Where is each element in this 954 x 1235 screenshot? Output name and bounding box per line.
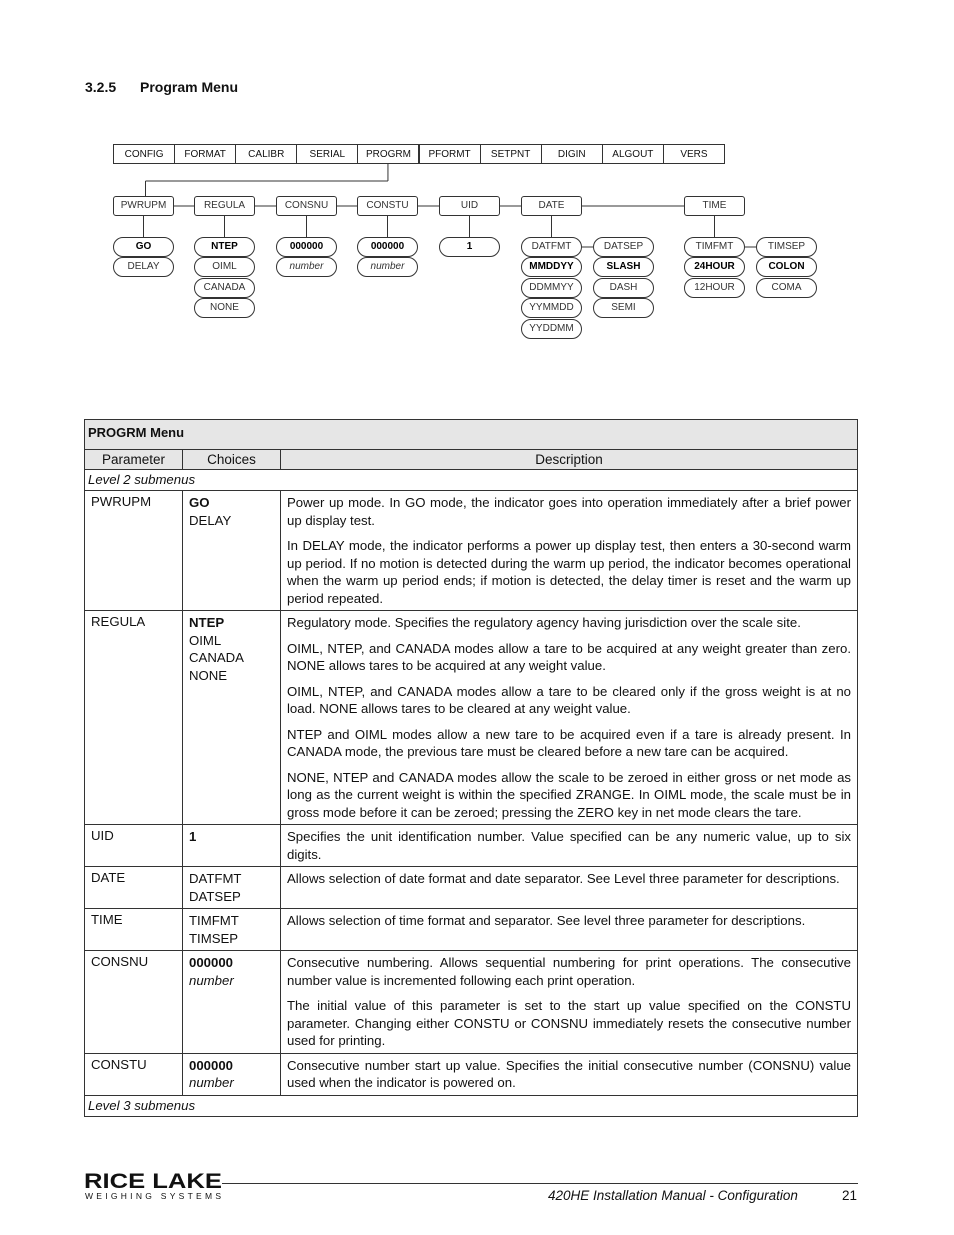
submenu-uid: UID bbox=[439, 196, 500, 216]
param-cell: PWRUPM bbox=[85, 491, 183, 611]
pill-12hour: 12HOUR bbox=[684, 278, 745, 298]
description-paragraph: Consecutive number start up value. Specifies the initial consecutive number (CONSNU) value used when the indicator is powered on. bbox=[287, 1057, 851, 1090]
menu-algout: ALGOUT bbox=[602, 144, 664, 164]
choice: number bbox=[189, 972, 234, 988]
menu-digin: DIGIN bbox=[541, 144, 603, 164]
level-3-label: Level 3 submenus bbox=[85, 1095, 858, 1116]
submenu-consnu: CONSNU bbox=[276, 196, 337, 216]
submenu-regula: REGULA bbox=[194, 196, 255, 216]
submenu-timfmt: TIMFMT bbox=[684, 237, 745, 257]
choices-cell bbox=[183, 951, 281, 1054]
pill-oiml: OIML bbox=[194, 257, 255, 277]
choice: TIMFMT bbox=[189, 913, 239, 928]
choice: DATSEP bbox=[189, 888, 241, 904]
menu-diagram bbox=[0, 0, 954, 360]
pill-24hour: 24HOUR bbox=[684, 257, 745, 277]
submenu-date: DATE bbox=[521, 196, 582, 216]
choice: number bbox=[189, 1075, 234, 1090]
header-choices: Choices bbox=[183, 450, 281, 470]
submenu-time: TIME bbox=[684, 196, 745, 216]
submenu-datfmt: DATFMT bbox=[521, 237, 582, 257]
table-row bbox=[85, 611, 858, 825]
table-row bbox=[85, 909, 858, 951]
pill-slash: SLASH bbox=[593, 257, 654, 277]
description-paragraph: Allows selection of time format and separator. See level three parameter for descriptions. bbox=[287, 913, 806, 928]
table-title: PROGRM Menu bbox=[85, 420, 858, 450]
choice: 000000 bbox=[189, 1057, 234, 1073]
diagram-connectors bbox=[0, 0, 954, 360]
pill-number: number bbox=[276, 257, 337, 277]
pill-canada: CANADA bbox=[194, 278, 255, 298]
description-cell bbox=[281, 825, 858, 867]
choice: NTEP bbox=[189, 615, 225, 630]
description-paragraph: In DELAY mode, the indicator performs a power up display test, then enters a 30-second warm up period. If no motion is detected during the warm up period, the indicator becomes operational when the warm up period ends; if motion is detected, the delay timer is reset and the warm up period repeated. bbox=[287, 538, 851, 606]
pill-number: number bbox=[357, 257, 418, 277]
pill-none: NONE bbox=[194, 298, 255, 318]
submenu-constu: CONSTU bbox=[357, 196, 418, 216]
section-number: 3.2.5 bbox=[85, 79, 117, 95]
description-paragraph: OIML, NTEP, and CANADA modes allow a tare to be cleared only if the gross weight is at no load. NONE allows tares to be cleared at any weight value. bbox=[287, 683, 851, 716]
description-cell bbox=[281, 491, 858, 611]
menu-calibr: CALIBR bbox=[235, 144, 297, 164]
menu-config: CONFIG bbox=[113, 144, 175, 164]
choice: NONE bbox=[189, 667, 228, 683]
choice: GO bbox=[189, 495, 210, 510]
pill-000000: 000000 bbox=[276, 237, 337, 257]
menu-format: FORMAT bbox=[174, 144, 236, 164]
menu-progrm: PROGRM bbox=[357, 144, 419, 164]
table-row bbox=[85, 1053, 858, 1095]
choices-cell bbox=[183, 825, 281, 867]
pill-colon: COLON bbox=[756, 257, 817, 277]
description-paragraph: Allows selection of date format and date separator. See Level three parameter for descriptions. bbox=[287, 871, 840, 886]
manual-title: 420HE Installation Manual - Configuration bbox=[548, 1188, 798, 1203]
choices-cell bbox=[183, 1053, 281, 1095]
choice: CANADA bbox=[189, 650, 244, 665]
pill-delay: DELAY bbox=[113, 257, 174, 277]
param-cell: CONSTU bbox=[85, 1053, 183, 1095]
choice: OIML bbox=[189, 632, 222, 648]
choices-cell bbox=[183, 867, 281, 909]
table-row bbox=[85, 951, 858, 1054]
rice-lake-logo bbox=[84, 1166, 224, 1200]
pill-go: GO bbox=[113, 237, 174, 257]
pill-1: 1 bbox=[439, 237, 500, 257]
submenu-datsep: DATSEP bbox=[593, 237, 654, 257]
description-paragraph: Consecutive numbering. Allows sequential numbering for print operations. The consecutive number value is incremented following each print operation. bbox=[287, 955, 851, 988]
description-paragraph: OIML, NTEP, and CANADA modes allow a tare to be acquired at any weight greater than zero. NONE allows tares to be acquired at any weight value. bbox=[287, 640, 851, 673]
pill-yyddmm: YYDDMM bbox=[521, 319, 582, 339]
progrm-menu-table bbox=[84, 419, 858, 1117]
pill-semi: SEMI bbox=[593, 298, 654, 318]
description-cell bbox=[281, 951, 858, 1054]
pill-000000: 000000 bbox=[357, 237, 418, 257]
menu-serial: SERIAL bbox=[296, 144, 358, 164]
description-cell bbox=[281, 909, 858, 951]
pill-ddmmyy: DDMMYY bbox=[521, 278, 582, 298]
pill-mmddyy: MMDDYY bbox=[521, 257, 582, 277]
submenu-pwrupm: PWRUPM bbox=[113, 196, 174, 216]
choice: DELAY bbox=[189, 512, 232, 528]
description-paragraph: Power up mode. In GO mode, the indicator goes into operation immediately after a brief power up display test. bbox=[287, 495, 851, 528]
choice: TIMSEP bbox=[189, 930, 239, 946]
param-cell: REGULA bbox=[85, 611, 183, 825]
description-cell bbox=[281, 867, 858, 909]
choices-cell bbox=[183, 909, 281, 951]
menu-setpnt: SETPNT bbox=[480, 144, 542, 164]
menu-vers: VERS bbox=[663, 144, 725, 164]
level-2-label: Level 2 submenus bbox=[85, 470, 858, 491]
pill-dash: DASH bbox=[593, 278, 654, 298]
param-cell: TIME bbox=[85, 909, 183, 951]
footer-rule bbox=[222, 1183, 858, 1184]
param-cell: DATE bbox=[85, 867, 183, 909]
description-cell bbox=[281, 611, 858, 825]
header-parameter: Parameter bbox=[85, 450, 183, 470]
page-number: 21 bbox=[842, 1188, 858, 1203]
choice: 1 bbox=[189, 829, 197, 844]
description-paragraph: NONE, NTEP and CANADA modes allow the scale to be zeroed in either gross or net mode as long as the current weight is within the specified ZRANGE. In OIML mode, the scale must be in gross mode before it can be zeroed; pressing the ZERO key in net mode clears the tare. bbox=[287, 769, 851, 820]
description-paragraph: Regulatory mode. Specifies the regulatory agency having jurisdiction over the scale site. bbox=[287, 615, 801, 630]
submenu-timsep: TIMSEP bbox=[756, 237, 817, 257]
choices-cell bbox=[183, 611, 281, 825]
svg-text:RICE LAKE: RICE LAKE bbox=[84, 1170, 222, 1193]
header-description: Description bbox=[281, 450, 858, 470]
pill-yymmdd: YYMMDD bbox=[521, 298, 582, 318]
description-paragraph: NTEP and OIML modes allow a new tare to be acquired even if a tare is already present. In CANADA mode, the previous tare must be cleared before a new tare can be acquired. bbox=[287, 726, 851, 759]
param-cell: UID bbox=[85, 825, 183, 867]
table-row bbox=[85, 825, 858, 867]
choice: 000000 bbox=[189, 955, 234, 970]
pill-ntep: NTEP bbox=[194, 237, 255, 257]
description-paragraph: The initial value of this parameter is set to the start up value specified on the CONSTU parameter. Changing either CONSTU or CONSNU immediately resets the consecutive number used for printing. bbox=[287, 998, 851, 1048]
choices-cell bbox=[183, 491, 281, 611]
table-row bbox=[85, 491, 858, 611]
description-cell bbox=[281, 1053, 858, 1095]
choice: DATFMT bbox=[189, 871, 242, 886]
svg-text:WEIGHING SYSTEMS: WEIGHING SYSTEMS bbox=[85, 1191, 221, 1200]
section-title: Program Menu bbox=[140, 79, 239, 95]
param-cell: CONSNU bbox=[85, 951, 183, 1054]
menu-pformt: PFORMT bbox=[419, 144, 481, 164]
pill-coma: COMA bbox=[756, 278, 817, 298]
description-paragraph: Specifies the unit identification number. Value specified can be any numeric value, up to six digits. bbox=[287, 829, 851, 862]
table-row bbox=[85, 867, 858, 909]
